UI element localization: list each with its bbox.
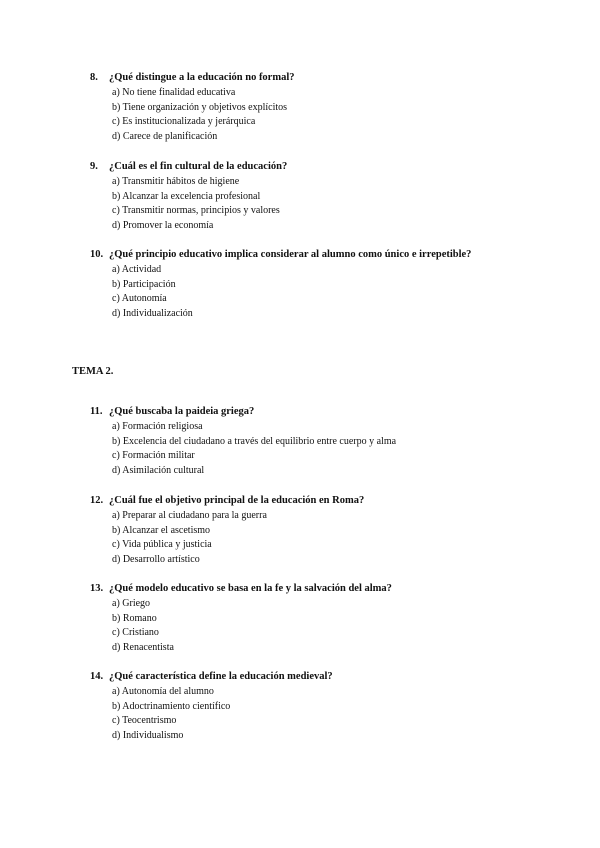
option-a: a) Autonomía del alumno xyxy=(112,686,214,697)
question-number: 8. xyxy=(90,72,98,83)
question-text: ¿Qué distingue a la educación no formal? xyxy=(109,72,295,83)
question-text: ¿Cuál es el fin cultural de la educación? xyxy=(109,161,288,172)
option-b: b) Participación xyxy=(112,278,176,290)
option-c: c) Transmitir normas, principios y valores xyxy=(112,205,280,217)
question-text: ¿Cuál fue el objetivo principal de la educación en Roma? xyxy=(109,495,365,506)
option-b: b) Tiene organización y objetivos explícitos xyxy=(112,101,288,113)
option-a: a) Griego xyxy=(112,598,151,609)
question-number: 12. xyxy=(90,495,104,506)
option-c: c) Vida pública y justicia xyxy=(112,539,212,551)
option-d: d) Asimilación cultural xyxy=(112,464,205,476)
question-title xyxy=(90,405,590,419)
question-11 xyxy=(90,405,590,478)
option-b: b) Romano xyxy=(112,612,157,624)
question-10 xyxy=(90,248,590,321)
question-title xyxy=(90,670,590,684)
option-a: a) Actividad xyxy=(112,264,162,275)
question-number: 10. xyxy=(90,249,104,260)
option-b: b) Excelencia del ciudadano a través del equilibrio entre cuerpo y alma xyxy=(112,435,397,447)
question-text: ¿Qué buscaba la paideia griega? xyxy=(109,406,255,417)
options-list xyxy=(112,263,590,321)
options-list xyxy=(112,509,590,567)
option-c: c) Cristiano xyxy=(112,627,159,639)
question-title xyxy=(90,582,590,596)
question-8 xyxy=(90,71,590,144)
option-c: c) Formación militar xyxy=(112,450,195,462)
option-a: a) Formación religiosa xyxy=(112,421,203,432)
option-d: d) Individualización xyxy=(112,307,193,319)
question-text: ¿Qué modelo educativo se basa en la fe y la salvación del alma? xyxy=(109,583,392,594)
option-a: a) Transmitir hábitos de higiene xyxy=(112,176,240,187)
options-list xyxy=(112,597,590,655)
question-number: 13. xyxy=(90,583,104,594)
option-d: d) Individualismo xyxy=(112,729,184,741)
option-d: d) Renacentista xyxy=(112,641,174,653)
question-title xyxy=(90,248,590,262)
question-number: 14. xyxy=(90,671,104,682)
question-text: ¿Qué principio educativo implica considerar al alumno como único e irrepetible? xyxy=(109,249,472,260)
option-b: b) Adoctrinamiento científico xyxy=(112,700,231,712)
question-title xyxy=(90,494,590,508)
question-13 xyxy=(90,582,590,655)
question-title xyxy=(90,160,590,174)
option-a: a) No tiene finalidad educativa xyxy=(112,87,236,98)
question-9 xyxy=(90,160,590,233)
options-list xyxy=(112,685,590,743)
question-number: 11. xyxy=(90,406,103,417)
option-a: a) Preparar al ciudadano para la guerra xyxy=(112,510,267,521)
options-list xyxy=(112,86,590,144)
option-d: d) Desarrollo artístico xyxy=(112,553,200,565)
option-b: b) Alcanzar el ascetismo xyxy=(112,524,211,536)
options-list xyxy=(112,420,590,478)
option-d: d) Promover la economía xyxy=(112,219,214,231)
option-c: c) Es institucionalizada y jerárquica xyxy=(112,116,256,128)
options-list xyxy=(112,175,590,233)
option-c: c) Teocentrismo xyxy=(112,715,177,727)
option-d: d) Carece de planificación xyxy=(112,130,218,142)
question-14 xyxy=(90,670,590,743)
question-number: 9. xyxy=(90,161,98,172)
option-c: c) Autonomía xyxy=(112,293,167,305)
option-b: b) Alcanzar la excelencia profesional xyxy=(112,190,261,202)
question-text: ¿Qué característica define la educación medieval? xyxy=(109,671,333,682)
question-title xyxy=(90,71,590,85)
question-12 xyxy=(90,494,590,567)
section-title: TEMA 2. xyxy=(72,366,114,377)
